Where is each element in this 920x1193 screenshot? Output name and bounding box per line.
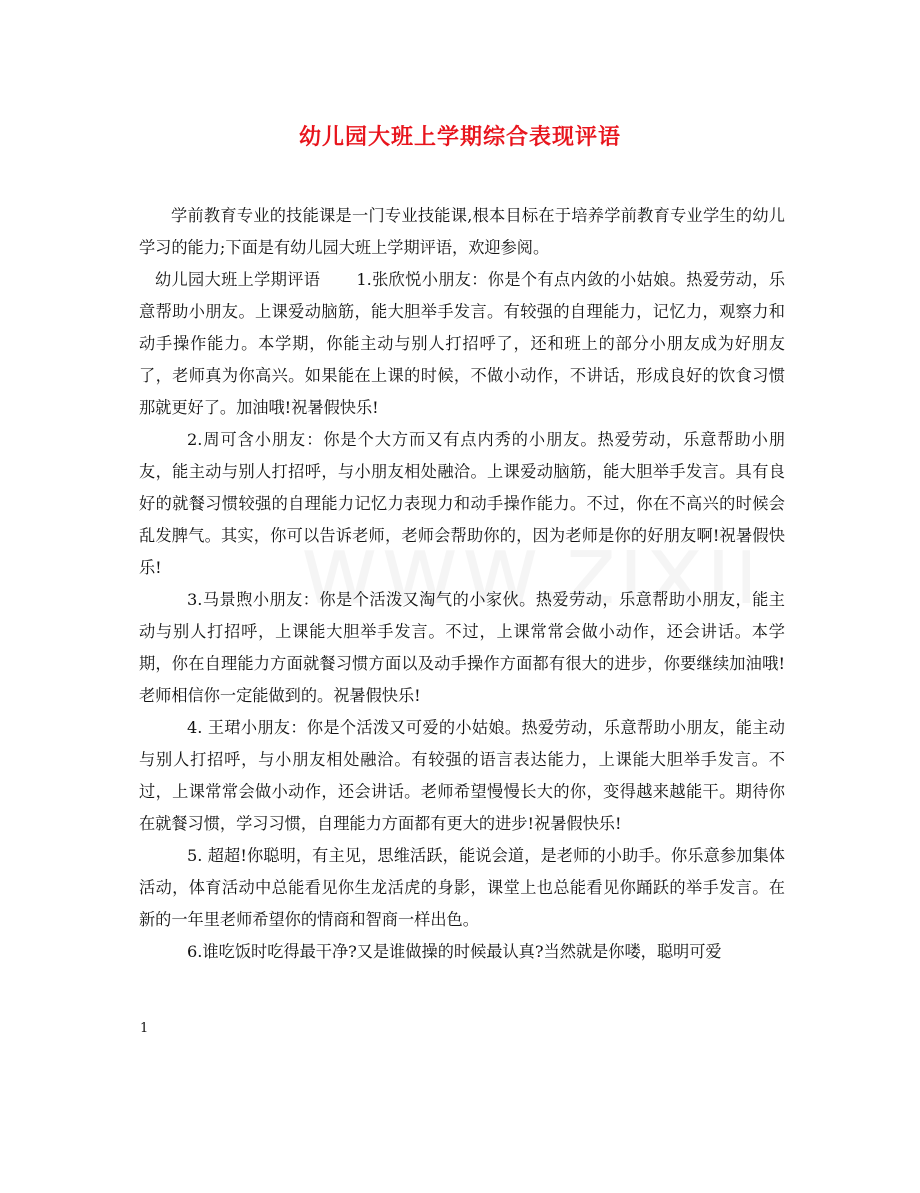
intro-paragraph: 学前教育专业的技能课是一门专业技能课,根本目标在于培养学前教育专业学生的幼儿学习的能力;下面是有幼儿园大班上学期评语，欢迎参阅。 (139, 206, 785, 257)
comment-paragraph-4: 4. 王珺小朋友：你是个活泼又可爱的小姑娘。热爱劳动，乐意帮助小朋友，能主动与别人打招呼，与小朋友相处融洽。有较强的语言表达能力，上课能大胆举手发言。不过，上课常常会做小动作，还会讲话。老师希望慢慢长大的你，变得越来越能干。期待你在就餐习惯，学习习惯，自理能力方面都有更大的进步!祝暑假快乐! (139, 718, 785, 833)
document-body (139, 200, 785, 968)
comment-paragraph-1 (139, 264, 785, 424)
comment-paragraph-3: 3.马景煦小朋友：你是个活泼又淘气的小家伙。热爱劳动，乐意帮助小朋友，能主动与别人打招呼，上课能大胆举手发言。不过，上课常常会做小动作，还会讲话。本学期，你在自理能力方面就餐习惯方面以及动手操作方面都有很大的进步，你要继续加油哦!老师相信你一定能做到的。祝暑假快乐! (139, 590, 785, 705)
document-title: 幼儿园大班上学期综合表现评语 (298, 124, 621, 150)
comment-paragraph-5: 5. 超超!你聪明，有主见，思维活跃，能说会道，是老师的小助手。你乐意参加集体活动，体育活动中总能看见你生龙活虎的身影，课堂上也总能看见你踊跃的举手发言。在新的一年里老师希望你的情商和智商一样出色。 (139, 846, 785, 929)
page-number: 1 (140, 1021, 149, 1036)
comment-paragraph-6: 6.谁吃饭时吃得最干净?又是谁做操的时候最认真?当然就是你喽，聪明可爱 (187, 942, 722, 961)
comment-paragraph-2: 2.周可含小朋友：你是个大方而又有点内秀的小朋友。热爱劳动，乐意帮助小朋友，能主动与别人打招呼，与小朋友相处融洽。上课爱动脑筋，能大胆举手发言。具有良好的就餐习惯较强的自理能力记忆力表现力和动手操作能力。不过，你在不高兴的时候会乱发脾气。其实，你可以告诉老师，老师会帮助你的，因为老师是你的好朋友啊!祝暑假快乐! (139, 430, 785, 577)
comment-text-1: 1.张欣悦小朋友：你是个有点内敛的小姑娘。热爱劳动，乐意帮助小朋友。上课爱动脑筋，能大胆举手发言。有较强的自理能力，记忆力，观察力和动手操作能力。本学期，你能主动与别人打招呼了，还和班上的部分小朋友成为好朋友了，老师真为你高兴。如果能在上课的时候，不做小动作，不讲话，形成良好的饮食习惯那就更好了。加油哦!祝暑假快乐! (139, 270, 786, 417)
section-heading: 幼儿园大班上学期评语 (155, 270, 321, 289)
